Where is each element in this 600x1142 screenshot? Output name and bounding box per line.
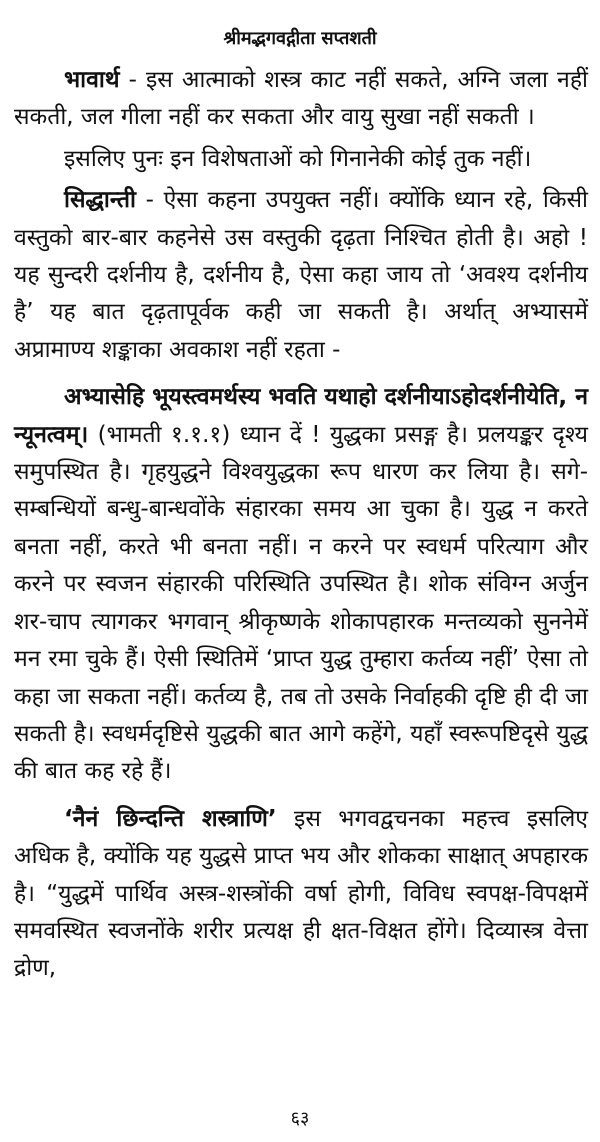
- paragraph-bhavarth: [14, 62, 588, 137]
- sanskrit-quote: अभ्यासेहि भूयस्त्वमर्थस्य भवति यथाहो दर्शनीयाऽहोदर्शनीयेति, न न्यूनत्वम्।: [14, 384, 588, 448]
- paragraph-text: इसलिए पुनः इन विशेषताओं को गिनानेकी कोई तुक नहीं।: [64, 145, 532, 172]
- paragraph-text: (भामती १.१.१) ध्यान दें ! युद्धका प्रसङ्ग है। प्रलयङ्कर दृश्य समुपस्थित है। गृहयुद्धने विश्वयुद्धका रूप धारण कर लिया है। सगे-सम्बन्धियों बन्धु-बान्धवोंके संहारका समय आ चुका है। युद्ध न करते बनता नहीं, करते भी बनता नहीं। न करने पर स्वधर्म परित्याग और करने पर स्वजन संहारकी परिस्थिति उपस्थित है। शोक संविग्न अर्जुन शर-चाप त्यागकर भगवान् श्रीकृष्णके शोकापहारक मन्तव्यको सुननेमें मन रमा चुके हैं। ऐसी स्थितिमें ‘प्राप्त युद्ध तुम्हारा कर्तव्य नहीं’ ऐसा तो कहा जा सकता नहीं। कर्तव्य है, तब तो उसके निर्वाहकी दृष्टि ही दी जा सकती है। स्वधर्मदृष्टिसे युद्धकी बात आगे कहेंगे, यहाँ स्वरूपष्टिदृसे युद्ध की बात कह रहे हैं।: [14, 421, 588, 785]
- page-number: ६३: [290, 1108, 310, 1129]
- term-siddhanti: सिद्धान्ती: [64, 187, 136, 214]
- paragraph-quote-bhamati: [14, 379, 588, 790]
- paragraph-nainam: [14, 801, 588, 988]
- paragraph-text: - ऐसा कहना उपयुक्त नहीं। क्योंकि ध्यान रहे, किसी वस्तुको बार-बार कहनेसे उस वस्तुकी दृढ़ता निश्चित होती है। अहो ! यह सुन्दरी दर्शनीय है, दर्शनीय है, ऐसा कहा जाय तो ‘अवश्य दर्शनीय है’ यह बात दृढ़तापूर्वक कही जा सकती है। अर्थात् अभ्यासमें अप्रामाण्य शङ्काका अवकाश नहीं रहता -: [14, 187, 588, 363]
- page-body: [14, 62, 588, 992]
- paragraph-text: - इस आत्माको शस्त्र काट नहीं सकते, अग्नि जला नहीं सकती, जल गीला नहीं कर सकता और वायु सुखा नहीं सकती ।: [14, 67, 588, 131]
- paragraph-isliye: [14, 141, 588, 178]
- paragraph-siddhanti: [14, 182, 588, 369]
- term-bhavarth: भावार्थ: [64, 67, 120, 93]
- sanskrit-quote: ‘नैनं छिन्दन्ति शस्त्राणि’: [64, 805, 277, 832]
- running-header: श्रीमद्भगवद्गीता सप्तशती: [223, 28, 377, 49]
- paragraph-text: इस भगवद्वचनका महत्त्व इसलिए अधिक है, क्योंकि यह युद्धसे प्राप्त भय और शोकका साक्षात् अपहारक है। “युद्धमें पार्थिव अस्त्र-शस्त्रोंकी वर्षा होगी, विविध स्वपक्ष-विपक्षमें समवस्थित स्वजनोंके शरीर प्रत्यक्ष ही क्षत-विक्षत होंगे। दिव्यास्त्र वेत्ता द्रोण,: [14, 805, 589, 982]
